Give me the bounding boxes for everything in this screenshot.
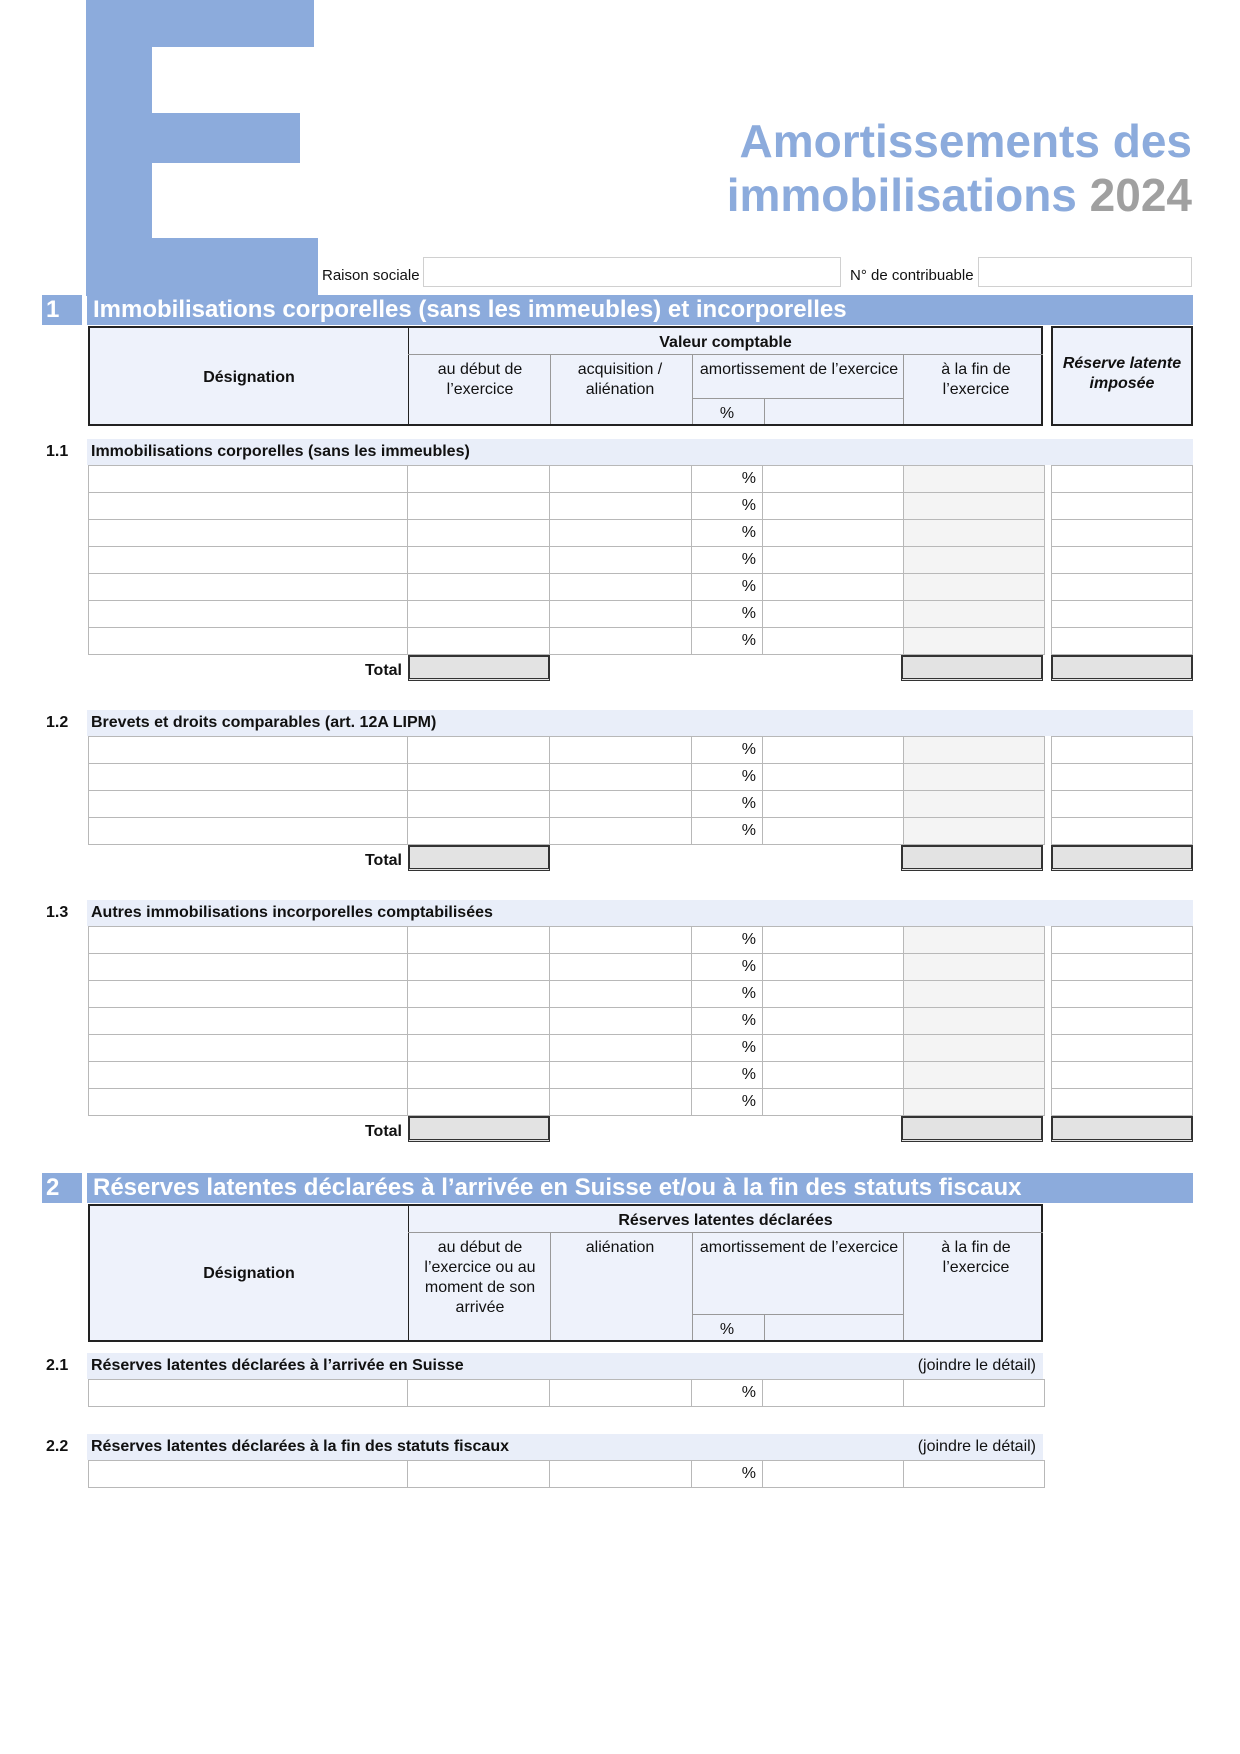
- table-row[interactable]: [1052, 1089, 1193, 1116]
- header-designation: Désignation: [203, 369, 295, 386]
- total-1-1-debut[interactable]: [408, 655, 550, 681]
- table-row[interactable]: %: [89, 574, 1045, 601]
- header-debut: au début de l’exercice: [437, 361, 523, 398]
- table-row[interactable]: %: [89, 1089, 1045, 1116]
- table-row[interactable]: %: [89, 818, 1045, 845]
- table-row[interactable]: %: [89, 520, 1045, 547]
- contribuable-label: N° de contribuable: [850, 267, 974, 284]
- table-row[interactable]: %: [89, 493, 1045, 520]
- s2-header-pct: %: [719, 1321, 735, 1338]
- table-1-3-reserve: [1051, 926, 1193, 1116]
- table-1-2-reserve: [1051, 736, 1193, 845]
- title-line-1: Amortissements des: [739, 115, 1192, 167]
- s2-header-designation: Désignation: [203, 1265, 295, 1282]
- table-1-1-reserve: [1051, 465, 1193, 655]
- table-1-2: [88, 736, 1045, 845]
- sub-1-1-number: 1.1: [46, 443, 69, 460]
- sub-2-1-note: (joindre le détail): [917, 1357, 1036, 1374]
- total-1-3-debut[interactable]: [408, 1116, 550, 1142]
- total-1-2-label: Total: [364, 852, 402, 869]
- table-row[interactable]: %: [89, 764, 1045, 791]
- table-row[interactable]: %: [89, 1062, 1045, 1089]
- total-1-3-label: Total: [364, 1123, 402, 1140]
- sub-2-1-title: Réserves latentes déclarées à l’arrivée en Suisse: [87, 1353, 1043, 1379]
- header-pct: %: [719, 405, 735, 422]
- letter-e-logo: [86, 0, 318, 296]
- header-valeur-comptable: Valeur comptable: [659, 334, 792, 351]
- table-row[interactable]: %: [89, 628, 1045, 655]
- sub-1-3-number: 1.3: [46, 904, 69, 921]
- table-row[interactable]: [1052, 493, 1193, 520]
- sub-1-2-number: 1.2: [46, 714, 69, 731]
- table-row[interactable]: %: [89, 466, 1045, 493]
- section-2-title: Réserves latentes déclarées à l’arrivée en Suisse et/ou à la fin des statuts fiscaux: [87, 1173, 1193, 1203]
- table-row[interactable]: [1052, 791, 1193, 818]
- total-1-3-fin[interactable]: [901, 1116, 1043, 1142]
- total-1-1-fin[interactable]: [901, 655, 1043, 681]
- total-1-1-label: Total: [364, 662, 402, 679]
- header-acquisition: acquisition / aliénation: [577, 361, 663, 398]
- section-1-header: [88, 326, 1043, 426]
- table-row[interactable]: %: [89, 791, 1045, 818]
- page-title: [727, 114, 1192, 222]
- section-2-header: [88, 1204, 1043, 1342]
- table-row[interactable]: [1052, 547, 1193, 574]
- section-1-title: Immobilisations corporelles (sans les immeubles) et incorporelles: [87, 295, 1193, 325]
- header-reserve-latente: Réserve latente imposée: [1062, 355, 1182, 392]
- s2-header-fin: à la fin de l’exercice: [941, 1239, 1011, 1276]
- total-1-2-reserve[interactable]: [1051, 845, 1193, 871]
- sub-1-3-title: Autres immobilisations incorporelles comptabilisées: [87, 900, 1193, 926]
- header-reserve-latente-box: [1051, 326, 1193, 426]
- total-1-2-fin[interactable]: [901, 845, 1043, 871]
- sub-2-2-title: Réserves latentes déclarées à la fin des statuts fiscaux: [87, 1434, 1043, 1460]
- header-fin: à la fin de l’exercice: [941, 361, 1011, 398]
- table-row[interactable]: [1052, 927, 1193, 954]
- table-row[interactable]: [1052, 574, 1193, 601]
- s2-header-group: Réserves latentes déclarées: [618, 1212, 833, 1229]
- table-row[interactable]: %: [89, 1008, 1045, 1035]
- table-row[interactable]: [1052, 981, 1193, 1008]
- table-row[interactable]: %: [89, 1380, 1045, 1407]
- title-line-2: immobilisations: [726, 169, 1077, 221]
- table-row[interactable]: [1052, 601, 1193, 628]
- raison-sociale-input[interactable]: [423, 257, 841, 287]
- table-row[interactable]: [1052, 1008, 1193, 1035]
- table-row[interactable]: %: [89, 954, 1045, 981]
- raison-sociale-label: Raison sociale: [322, 267, 420, 284]
- table-row[interactable]: %: [89, 601, 1045, 628]
- sub-1-2-title: Brevets et droits comparables (art. 12A LIPM): [87, 710, 1193, 736]
- table-1-3: [88, 926, 1045, 1116]
- table-row[interactable]: %: [89, 927, 1045, 954]
- table-row[interactable]: [1052, 628, 1193, 655]
- total-1-1-reserve[interactable]: [1051, 655, 1193, 681]
- s2-header-alienation: aliénation: [585, 1239, 655, 1256]
- sub-2-1-number: 2.1: [46, 1357, 69, 1374]
- table-row[interactable]: [1052, 954, 1193, 981]
- table-row[interactable]: [1052, 764, 1193, 791]
- table-row[interactable]: %: [89, 1461, 1045, 1488]
- total-1-2-debut[interactable]: [408, 845, 550, 871]
- s2-header-amortissement: amortissement de l’exercice: [699, 1239, 899, 1256]
- table-2-2: [88, 1460, 1045, 1488]
- table-row[interactable]: [1052, 818, 1193, 845]
- table-row[interactable]: %: [89, 737, 1045, 764]
- table-row[interactable]: %: [89, 547, 1045, 574]
- sub-2-2-number: 2.2: [46, 1438, 69, 1455]
- sub-2-2-note: (joindre le détail): [917, 1438, 1036, 1455]
- table-1-1: [88, 465, 1045, 655]
- section-1-number: 1: [42, 295, 82, 325]
- table-row[interactable]: [1052, 520, 1193, 547]
- header-amortissement: amortissement de l’exercice: [699, 361, 899, 378]
- total-1-3-reserve[interactable]: [1051, 1116, 1193, 1142]
- s2-header-debut: au début de l’exercice ou au moment de son arrivée: [424, 1239, 536, 1316]
- table-row[interactable]: [1052, 466, 1193, 493]
- table-row[interactable]: [1052, 737, 1193, 764]
- table-row[interactable]: %: [89, 1035, 1045, 1062]
- table-row[interactable]: %: [89, 981, 1045, 1008]
- table-row[interactable]: [1052, 1062, 1193, 1089]
- section-2-number: 2: [42, 1173, 82, 1203]
- contribuable-input[interactable]: [978, 257, 1192, 287]
- sub-1-1-title: Immobilisations corporelles (sans les immeubles): [87, 439, 1193, 465]
- title-year: 2024: [1089, 169, 1192, 221]
- table-2-1: [88, 1379, 1045, 1407]
- table-row[interactable]: [1052, 1035, 1193, 1062]
